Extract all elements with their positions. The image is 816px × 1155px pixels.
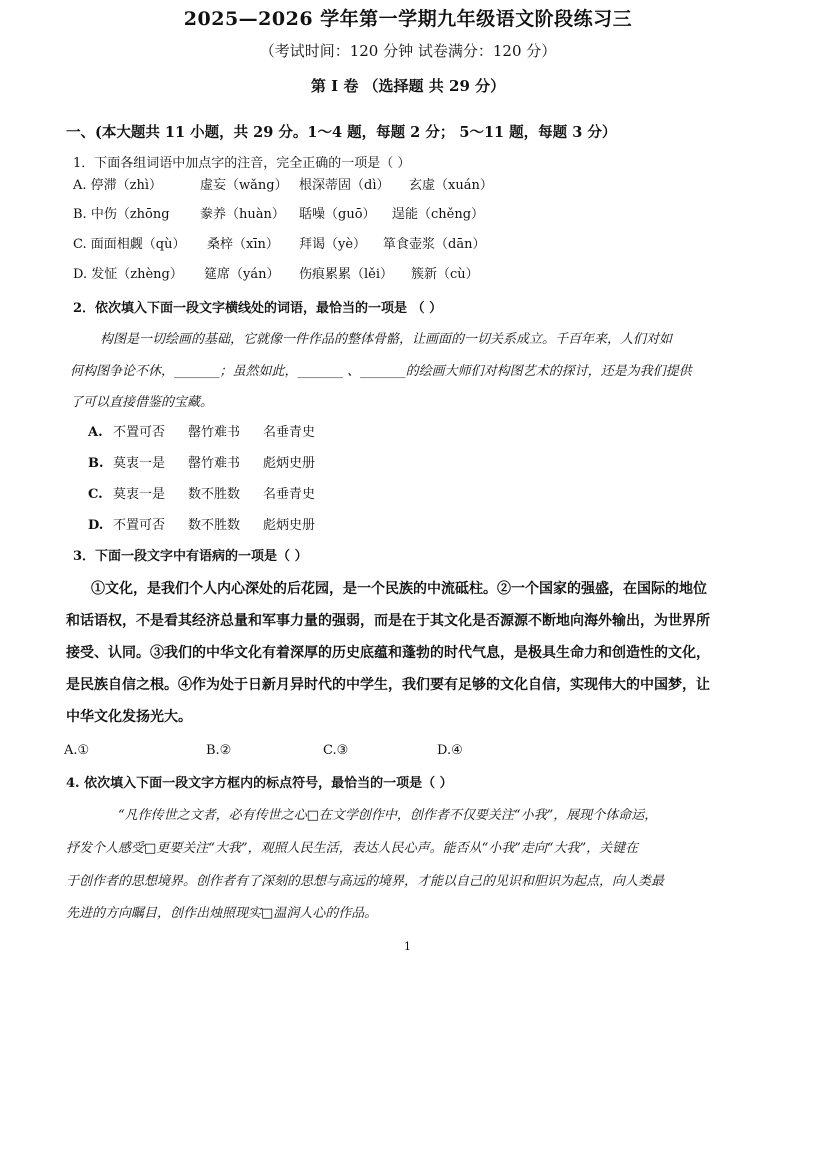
q3-passage-line2: 和话语权，不是看其经济总量和军事力量的强弱，而是在于其文化是否源源不断地向海外输出，为世界所 — [66, 613, 710, 629]
q2-a-word2: 罄竹难书 — [188, 425, 241, 440]
q2-passage-line2: 何构图争论不休，_______；虽然如此，_______ 、_______的绘画大师们对构图艺术的探讨，还是为我们提供 — [70, 364, 692, 379]
q2-a-word3: 名垂青史 — [263, 425, 316, 440]
q2-a-word1: 不置可否 — [113, 425, 166, 440]
q3-option-d: D.④ — [437, 743, 463, 758]
q2-c-word2: 数不胜数 — [188, 487, 241, 502]
q3-passage-line1: ①文化，是我们个人内心深处的后花园，是一个民族的中流砥柱。②一个国家的强盛，在国际的地位 — [91, 581, 707, 597]
q3-passage-line3: 接受、认同。③我们的中华文化有着深厚的历史底蕴和蓬勃的时代气息，是极具生命力和创造性的文化， — [66, 645, 710, 661]
q2-c-word3: 名垂青史 — [263, 487, 316, 502]
q2-b-word2: 罄竹难书 — [188, 456, 241, 471]
q3-passage-line4: 是民族自信之根。④作为处于日新月异时代的中学生，我们要有足够的文化自信，实现伟大的中国梦，让 — [66, 677, 710, 693]
q2-b-word1: 莫衷一是 — [113, 456, 166, 471]
q2-passage-line1: 构图是一切绘画的基础，它就像一件作品的整体骨骼，让画面的一切关系成立。千百年来，人们对如 — [100, 332, 673, 347]
q2-d-word1: 不置可否 — [113, 518, 166, 533]
q3-stem: 3．下面一段文字中有语病的一项是（ ） — [73, 549, 308, 564]
q2-stem: 2．依次填入下面一段文字横线处的词语，最恰当的一项是 （ ） — [73, 301, 443, 316]
q1-a-word2: 虚妄（wǎng） — [200, 178, 288, 193]
q4-passage-line4: 先进的方向瞩目，创作出烛照现实□温润人心的作品。 — [66, 906, 378, 921]
q1-b-word2: 豢养（huàn） — [200, 207, 285, 222]
q1-d-word1: D. 发怔（zhèng） — [73, 267, 183, 282]
q1-b-word1: B. 中伤（zhōng — [73, 207, 170, 222]
q4-stem: 4. 依次填入下面一段文字方框内的标点符号，最恰当的一项是（ ） — [66, 776, 453, 791]
page-number: 1 — [404, 940, 411, 953]
q1-d-word4: 簇新（cù） — [411, 267, 479, 282]
q2-b-letter: B. — [88, 456, 104, 471]
q4-passage-line3: 于创作者的思想境界。创作者有了深刻的思想与高远的境界，才能以自己的见识和胆识为起点，向人类最 — [66, 874, 665, 889]
q1-a-word3: 根深蒂固（dì） — [299, 178, 390, 193]
q4-passage-line2: 抒发个人感受□更要关注“大我”，观照人民生活，表达人民心声。能否从“小我”走向“大我”，关键在 — [66, 841, 639, 856]
q3-option-c: C.③ — [323, 743, 349, 758]
q1-c-word4: 箪食壶浆（dān） — [383, 237, 486, 252]
q1-c-word1: C. 面面相觑（qù） — [73, 237, 186, 252]
q1-c-word3: 拜谒（yè） — [299, 237, 367, 252]
q2-d-word2: 数不胜数 — [188, 518, 241, 533]
q1-d-word3: 伤痕累累（lěi） — [299, 267, 394, 282]
q4-passage-line1: “凡作传世之文者，必有传世之心□在文学创作中，创作者不仅要关注“小我”，展现个体命运， — [118, 808, 658, 823]
q3-option-b: B.② — [206, 743, 232, 758]
exam-subtitle: （考试时间：120 分钟 试卷满分：120 分） — [259, 42, 557, 60]
q3-passage-line5: 中华文化发扬光大。 — [66, 709, 192, 725]
q1-stem: 1．下面各组词语中加点字的注音，完全正确的一项是（ ） — [73, 156, 411, 171]
q1-c-word2: 桑梓（xīn） — [207, 237, 279, 252]
q1-b-word4: 逞能（chěng） — [392, 207, 485, 222]
q1-b-word3: 聒噪（guō） — [299, 207, 376, 222]
q1-a-word1: A. 停滞（zhì） — [73, 178, 163, 193]
q2-d-letter: D. — [88, 518, 104, 533]
q2-c-word1: 莫衷一是 — [113, 487, 166, 502]
q1-d-word2: 筵席（yán） — [204, 267, 280, 282]
q3-option-a: A.① — [64, 743, 90, 758]
volume-heading: 第 I 卷 （选择题 共 29 分） — [310, 77, 506, 95]
q2-a-letter: A. — [88, 425, 103, 440]
q2-passage-line3: 了可以直接借鉴的宝藏。 — [70, 395, 214, 410]
q2-d-word3: 彪炳史册 — [263, 518, 316, 533]
section-heading: 一、(本大题共 11 小题，共 29 分。1～4 题，每题 2 分； 5～11 题，每题 3 分） — [66, 124, 617, 141]
q1-a-word4: 玄虚（xuán） — [409, 178, 493, 193]
exam-title: 2025—2026 学年第一学期九年级语文阶段练习三 — [183, 8, 633, 30]
q2-b-word3: 彪炳史册 — [263, 456, 316, 471]
q2-c-letter: C. — [88, 487, 103, 502]
